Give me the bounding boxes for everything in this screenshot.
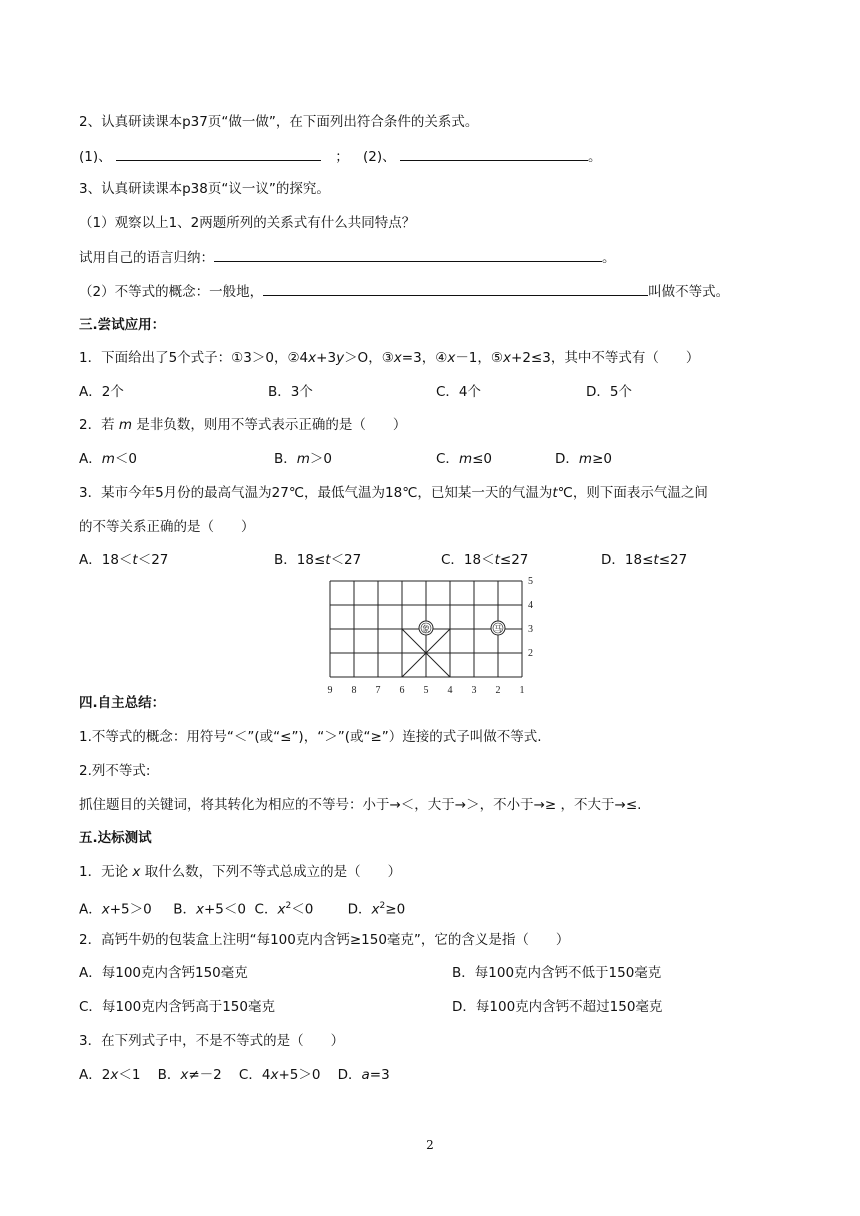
board-x-label: 5: [423, 685, 429, 695]
question-3-1: （1）观察以上1、2两题所列的关系式有什么共同特点？: [79, 215, 416, 231]
q1-part-f: +2≤3，其中不等式有（ ）: [511, 350, 700, 366]
q1-var-x-3: x: [447, 350, 456, 366]
summary-blank: [214, 248, 602, 262]
page-number: 2: [426, 1138, 434, 1152]
piece-ma: [491, 621, 505, 635]
q1-part-d: =3，④: [401, 350, 448, 366]
summary-end: 。: [602, 250, 616, 266]
section-5-heading: 五.达标测试: [79, 830, 152, 846]
s5-question-1: [79, 863, 401, 881]
q1-var-x: x: [308, 350, 317, 366]
q2-part-a: 2．若: [79, 417, 115, 433]
s5-q3-options: A．2x＜1 B．x≠－2 C．4x+5＞0 D．a=3: [79, 1067, 390, 1083]
board-x-label: 9: [327, 685, 333, 695]
blank-2: [400, 147, 588, 161]
s3-question-2: [79, 416, 406, 434]
question-3: 3、认真研读课本p38页“议一议”的探究。: [79, 181, 330, 197]
q1-part-e: －1，⑤: [455, 350, 504, 366]
s5-q2-option-d: D．每100克内含钙不超过150毫克: [452, 999, 663, 1015]
s3-q3-option-c: C．18＜t≤27: [441, 552, 529, 568]
q1-var-x-2: x: [393, 350, 402, 366]
s3-q2-option-c: C．m≤0: [436, 451, 492, 467]
board-x-label: 1: [519, 685, 525, 695]
section-4-heading: 四.自主总结：: [79, 695, 166, 711]
s3-q1-option-a: A．2个: [79, 384, 124, 400]
blank-line-row: [79, 147, 601, 166]
s3-q3-option-a: A．18＜t＜27: [79, 552, 169, 568]
blank-1: [116, 147, 321, 161]
question-3-2: [79, 282, 729, 301]
blank-1-label: (1)、: [79, 149, 112, 165]
piece-ma-label: 马: [494, 624, 502, 634]
s5-q1-var-x: x: [132, 864, 141, 880]
summary-label: 试用自己的语言归纳：: [79, 250, 214, 266]
summary-1: 1.不等式的概念：用符号“＜”(或“≤”)，“＞”(或“≥”）连接的式子叫做不等式.: [79, 729, 542, 745]
concept-blank: [263, 282, 648, 296]
s3-q1-option-c: C．4个: [436, 384, 482, 400]
s5-q1-options: A．x+5＞0 B．x+5＜0 C．$x^2<0$ D．$x^2\ge 0$: [79, 901, 406, 918]
q2-var-m: m: [118, 417, 133, 433]
board-x-label: 8: [351, 685, 357, 695]
board-y-label: 2: [528, 648, 533, 659]
s3-q1-option-b: B．3个: [268, 384, 313, 400]
piece-xiang-label: 象: [422, 624, 430, 634]
s3-q2-option-a: A．m＜0: [79, 451, 137, 467]
separator: ；: [335, 149, 349, 165]
board-y-label: 3: [528, 624, 533, 635]
q3-var-t: t: [552, 485, 558, 501]
s3-q2-option-b: B．m＞0: [274, 451, 333, 467]
board-x-label: 7: [375, 685, 381, 695]
board-x-label: 3: [471, 685, 477, 695]
board-x-label: 2: [495, 685, 501, 695]
s3-question-3-cont: 的不等关系正确的是（ ）: [79, 519, 255, 535]
summary-3: 抓住题目的关键词，将其转化为相应的不等号：小于→＜，大于→＞，不小于→≥ ，不大于→≤.: [79, 797, 642, 813]
piece-xiang: [419, 621, 433, 635]
blank-2-label: (2)、: [363, 149, 396, 165]
q1-part-c: ＞O，③: [344, 350, 394, 366]
s3-q2-option-d: D．m≥0: [555, 451, 612, 467]
q3-part-a: 3．某市今年5月份的最高气温为27℃，最低气温为18℃，已知某一天的气温为: [79, 485, 553, 501]
s5-q2-option-a: A．每100克内含钙150毫克: [79, 965, 248, 981]
q1-part-a: 1．下面给出了5个式子：①3＞0，②4: [79, 350, 309, 366]
concept-label: （2）不等式的概念：一般地，: [79, 284, 264, 300]
s3-q1-option-d: D．5个: [586, 384, 632, 400]
board-x-label: 4: [447, 685, 453, 695]
s5-q1-part-a: 1．无论: [79, 864, 129, 880]
board-x-label: 6: [399, 685, 405, 695]
concept-end: 叫做不等式。: [648, 284, 730, 300]
q1-var-x-4: x: [503, 350, 512, 366]
q1-part-b: +3: [316, 350, 337, 366]
summary-2: 2.列不等式:: [79, 763, 151, 779]
board-y-label: 5: [528, 577, 533, 587]
s3-q3-option-d: D．18≤t≤27: [601, 552, 688, 568]
s5-question-2: 2．高钙牛奶的包装盒上注明“每100克内含钙≥150毫克”，它的含义是指（ ）: [79, 932, 570, 948]
s5-q2-option-b: B．每100克内含钙不低于150毫克: [452, 965, 662, 981]
s5-q2-option-c: C．每100克内含钙高于150毫克: [79, 999, 275, 1015]
question-2: 2、认真研读课本p37页“做一做”，在下面列出符合条件的关系式。: [79, 114, 479, 130]
question-3-1-summary: [79, 248, 616, 267]
board-y-label: 4: [528, 600, 533, 611]
s3-question-3: [79, 484, 708, 502]
q2-part-b: 是非负数，则用不等式表示正确的是（ ）: [136, 417, 407, 433]
s5-q1-part-b: 取什么数，下列不等式总成立的是（ ）: [144, 864, 402, 880]
q1-var-y: y: [336, 350, 345, 366]
board-x-labels: [328, 685, 525, 695]
s5-question-3: 3．在下列式子中，不是不等式的是（ ）: [79, 1033, 345, 1049]
chess-board-figure: [322, 577, 542, 695]
board-y-labels: [528, 577, 533, 659]
s3-q3-option-b: B．18≤t＜27: [274, 552, 362, 568]
blank-end: 。: [587, 149, 602, 165]
q3-part-b: ℃，则下面表示气温之间: [557, 485, 708, 501]
s3-question-1: [79, 349, 699, 367]
section-3-heading: 三.尝试应用：: [79, 317, 166, 333]
